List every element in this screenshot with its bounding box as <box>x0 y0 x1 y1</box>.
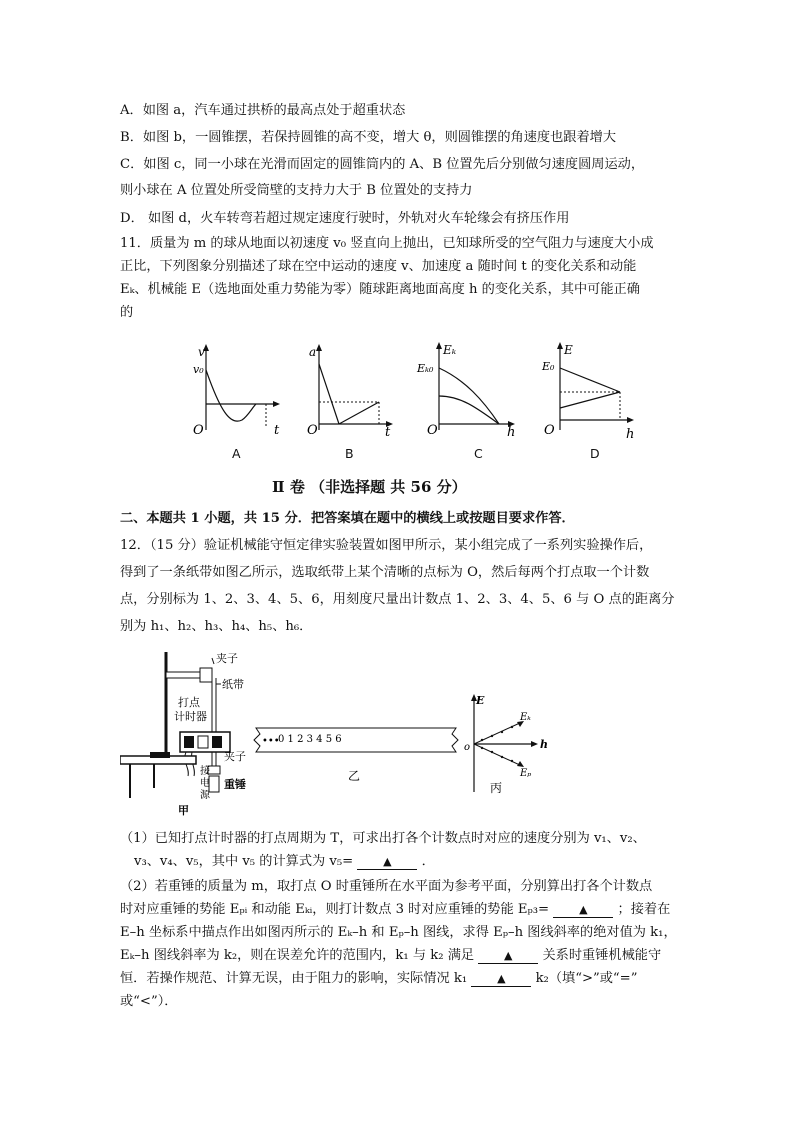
graph-c-caption: C <box>474 446 483 461</box>
caption-jia: 甲 <box>178 804 189 817</box>
graph-c <box>415 338 525 440</box>
q12-line2: 得到了一条纸带如图乙所示，选取纸带上某个清晰的点标为 O，然后每两个打点取一个计数 <box>120 565 650 580</box>
p1-line2 <box>134 853 435 871</box>
bing-ek-label: Eₖ <box>520 712 531 723</box>
p2-line3: E–h 坐标系中描点作出如图丙所示的 Eₖ–h 和 Eₚ–h 图线，求得 Eₚ–h 图线斜率的绝对值为 k₁， <box>120 925 677 940</box>
figure-e-h <box>460 692 560 802</box>
p2-line4 <box>120 947 661 965</box>
svg-text:源: 源 <box>200 790 210 801</box>
label-timer-1: 打点 <box>178 696 200 709</box>
answer-blank-v5[interactable]: ▲ <box>357 855 417 870</box>
graph-a <box>190 340 290 440</box>
q12-line4: 别为 h₁、h₂、h₃、h₄、h₅、h₆． <box>120 619 313 634</box>
p2-line6: 或“<”）． <box>120 994 178 1009</box>
tape-lead-dots: ••• <box>262 736 280 747</box>
graph-d-x-label: h <box>626 427 635 442</box>
graph-a-y-label: v <box>198 345 205 359</box>
p2-line4-text: Eₖ–h 图线斜率为 k₂，则在误差允许的范围内，k₁ 与 k₂ 满足 <box>120 948 475 963</box>
q11-line3: Eₖ、机械能 E（选地面处重力势能为零）随球距离地面高度 h 的变化关系，其中可能正确 <box>120 282 640 297</box>
label-clip-bottom: 夹子 <box>224 750 246 763</box>
bing-ep-label: Eₚ <box>520 768 532 779</box>
label-timer-2: 计时器 <box>174 710 207 723</box>
caption-bing: 丙 <box>490 781 503 795</box>
graph-b-caption: B <box>345 446 354 461</box>
p2-line4-end: 关系时重锤机械能守 <box>542 948 662 963</box>
graph-a-origin: O <box>193 423 204 438</box>
figure-tape <box>252 724 464 784</box>
p2-line2-end: ；接着在 <box>617 902 671 917</box>
graph-b-y-label: a <box>309 345 317 359</box>
graph-a-x-label: t <box>274 423 280 438</box>
answer-blank-k-relation[interactable]: ▲ <box>478 949 538 964</box>
graph-d-y-label: E <box>564 343 573 357</box>
graph-c-y0-label: Eₖ₀ <box>417 362 434 375</box>
bing-e-label: E <box>476 694 485 707</box>
graph-d <box>540 338 650 442</box>
p2-line5-text: 恒．若操作规范、计算无误，由于阻力的影响，实际情况 k₁ <box>120 971 468 986</box>
label-tape: 纸带 <box>222 678 244 691</box>
p2-line5-end: k₂（填“>”或“=” <box>535 971 638 986</box>
section-2-title: Ⅱ 卷 （非选择题 共 56 分） <box>272 478 467 496</box>
answer-blank-k-compare[interactable]: ▲ <box>471 972 531 987</box>
graph-c-x-label: h <box>507 425 516 440</box>
option-a: A．如图 a，汽车通过拱桥的最高点处于超重状态 <box>120 103 406 118</box>
q11-line4: 的 <box>120 305 134 320</box>
p2-line1: （2）若重锤的质量为 m，取打点 O 时重锤所在水平面为参考平面，分别算出打各个计数点 <box>120 879 653 894</box>
label-hammer: 重锤 <box>224 778 246 791</box>
figure-apparatus <box>120 648 260 820</box>
section-2-instructions: 二、本题共 1 小题，共 15 分．把答案填在题中的横线上或按题目要求作答． <box>120 511 575 526</box>
q11-line2: 正比，下列图象分别描述了球在空中运动的速度 v、加速度 a 随时间 t 的变化关系和动能 <box>120 259 637 274</box>
option-b: B．如图 b，一圆锥摆，若保持圆锥的高不变，增大 θ，则圆锥摆的角速度也跟着增大 <box>120 130 617 145</box>
svg-text:接: 接 <box>200 766 210 777</box>
option-c-line1: C．如图 c，同一小球在光滑而固定的圆锥筒内的 A、B 位置先后分别做匀速度圆周运动， <box>120 157 645 172</box>
graph-b-origin: O <box>307 423 318 438</box>
graph-d-origin: O <box>544 423 555 438</box>
p2-line5 <box>120 970 637 988</box>
option-c-line2: 则小球在 A 位置处所受筒壁的支持力大于 B 位置处的支持力 <box>120 183 473 198</box>
graph-a-caption: A <box>232 446 241 461</box>
graph-d-y0-label: E₀ <box>542 360 555 373</box>
q12-line3: 点，分别标为 1、2、3、4、5、6，用刻度尺量出计数点 1、2、3、4、5、6 与 O 点的距离分 <box>120 592 675 607</box>
caption-yi: 乙 <box>348 769 361 783</box>
p1-line2-end: ． <box>421 854 435 869</box>
q11-line1: 11．质量为 m 的球从地面以初速度 v₀ 竖直向上抛出，已知球所受的空气阻力与速度大小成 <box>120 236 654 251</box>
p2-line2 <box>120 901 670 919</box>
graph-c-y-label: Eₖ <box>443 343 457 357</box>
q12-line1: 12．（15 分）验证机械能守恒定律实验装置如图甲所示，某小组完成了一系列实验操作后， <box>120 538 653 553</box>
option-d: D． 如图 d，火车转弯若超过规定速度行驶时，外轨对火车轮缘会有挤压作用 <box>120 211 570 226</box>
p1-line2-text: v₃、v₄、v₅，其中 v₅ 的计算式为 v₅= <box>134 854 354 869</box>
p1-line1: （1）已知打点计时器的打点周期为 T，可求出打各个计数点时对应的速度分别为 v₁、v₂、 <box>120 831 646 846</box>
tape-points: 0 1 2 3 4 5 6 <box>278 734 342 745</box>
svg-text:电: 电 <box>200 778 210 789</box>
p2-line2-text: 时对应重锤的势能 Eₚᵢ 和动能 Eₖᵢ，则打计数点 3 时对应重锤的势能 Eₚ₃= <box>120 902 550 917</box>
bing-h-label: h <box>540 738 548 751</box>
graph-d-caption: D <box>590 446 600 461</box>
graph-a-y0-label: v₀ <box>193 363 204 376</box>
answer-blank-ep3[interactable]: ▲ <box>553 903 613 918</box>
graph-b <box>305 340 405 440</box>
graph-b-x-label: t <box>385 425 391 440</box>
graph-c-origin: O <box>427 423 438 438</box>
bing-origin: o <box>464 742 471 753</box>
label-clip-top: 夹子 <box>216 652 238 665</box>
label-power <box>200 764 211 801</box>
